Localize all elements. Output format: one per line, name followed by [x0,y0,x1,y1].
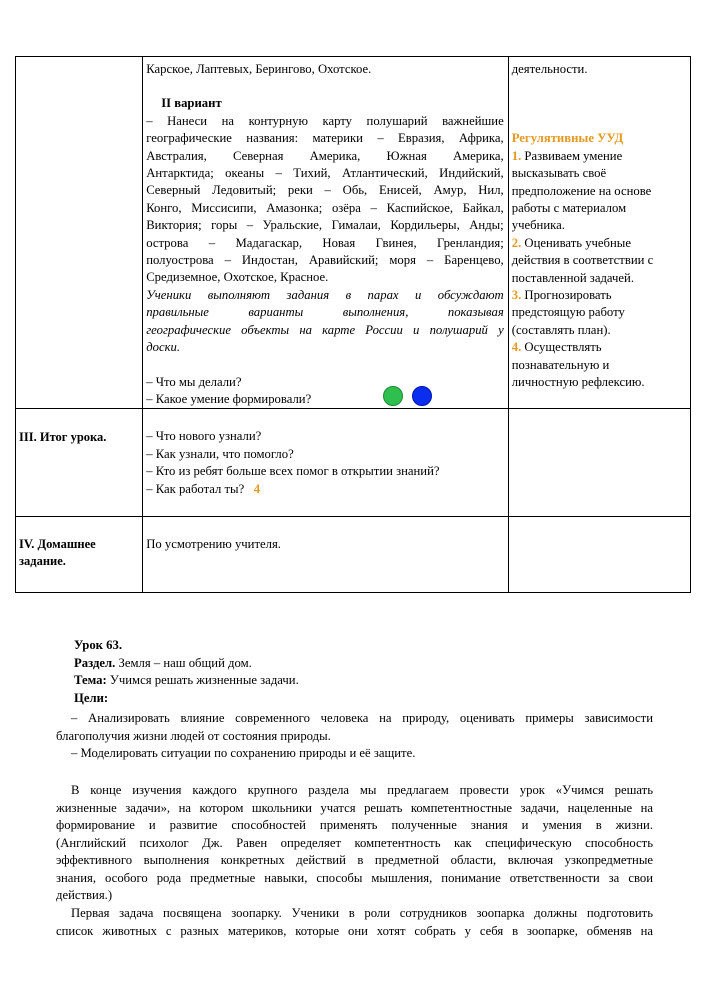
paragraph-line: формирование и развитие способностей применять полученные знания и умения в жизни. [56,818,653,832]
italic-line: доски. [146,340,181,355]
lesson-plan-table [15,56,691,593]
uud-item: 2. Оценивать учебные [511,235,631,250]
uud-line: учебника. [511,218,565,233]
homework-text: По усмотрению учителя. [146,537,281,552]
paragraph-line: (Английский психолог Дж. Равен определяет компетентность как специфическую способность [56,835,653,850]
activity-cell [143,57,509,409]
goals-list [56,710,653,763]
table-row [16,57,691,409]
task-line: Средиземное, Охотское, Красное. [146,270,329,285]
uud-item: 1. Развиваем умение [511,148,623,163]
table-row [16,409,691,517]
paragraph-line: жизненные задачи», на котором школьники учатся решать компетентностные задачи, нацеленные на [56,800,653,815]
uud-cell [508,409,690,517]
lesson-header [74,637,671,707]
stage-cell [16,409,143,517]
question-line: – Как узнали, что помогло? [146,446,294,461]
question-line: – Что мы делали? [146,374,242,389]
task-line: – Нанеси на контурную карту полушарий важнейшие [146,113,504,128]
goals-label: Цели: [74,690,109,705]
task-line: полуострова – Индостан, Аравийский; моря – Баренцево, [146,253,504,268]
question-line: – Что нового узнали? [146,429,262,444]
uud-item: 4. Осуществлять [511,340,602,355]
italic-line: правильные варианты выполнения, показывая [146,305,504,320]
task-line: географические названия: материки – Евразия, Африка, [146,131,504,146]
uud-line: предположение на основе [511,183,652,198]
uud-line: работы с материалом [511,201,627,216]
paragraph-line: эффективного выполнения конкретных действий в предметной области, включая узкопредметные [56,853,653,867]
section-line: Раздел. Земля – наш общий дом. [74,655,252,670]
question-line: – Какое умение формировали? [146,391,312,406]
stage-cell [16,517,143,593]
italic-line: географические объекты на карте России и полушарий у [146,322,504,337]
uud-cell [508,57,690,409]
activity-cell [143,517,509,593]
green-dot-marker [383,386,403,406]
task-line: Антарктида; океаны – Тихий, Атлантический, Индийский, [146,166,504,181]
paragraph-line: знания, особого рода предметные навыки, способы мышления, понимание ответственности за свои [56,870,653,885]
uud-line: действия в соответствии с [511,253,654,268]
goal-line: благополучия жизни людей от состояния природы. [56,728,331,743]
goal-line: – Моделировать ситуации по сохранению природы и её защите. [71,746,416,760]
task-line: Конго, Миссисипи, Амазонка; озёра – Каспийское, Байкал, [146,200,504,215]
task-line: острова – Мадагаскар, Новая Гвинея, Гренландия; [146,235,504,250]
uud-line: высказывать своё [511,166,607,181]
table-row [16,517,691,593]
italic-line: Ученики выполняют задания в парах и обсуждают [146,287,504,302]
variant-title: II вариант [161,96,222,111]
paragraph-line: В конце изучения каждого крупного раздела мы предлагаем провести урок «Учимся решать [71,783,653,797]
uud-line: предстоящую работу [511,305,625,320]
lesson-title: Урок 63. [74,638,123,652]
paragraph-line: список животных с разных материков, которые они хотят собрать у себя в зоопарке, обменяв на [56,923,653,938]
blue-dot-marker [412,386,432,406]
top-text: деятельности. [511,62,588,76]
task-line: Северный Ледовитый; реки – Обь, Енисей, Амур, Нил, [146,183,504,198]
stage-label: III. Итог урока. [19,430,107,445]
uud-title: Регулятивные УУД [511,131,624,146]
paragraph [56,905,653,940]
paragraph [56,782,653,905]
paragraph-line: действия.) [56,888,113,902]
task-line: Виктория; горы – Уральские, Гималаи, Кордильеры, Анды; [146,218,504,233]
seas-line: Карское, Лаптевых, Берингово, Охотское. [146,62,372,76]
stage-cell [16,57,143,409]
goal-line: – Анализировать влияние современного человека на природу, оценивать примеры зависимости [71,711,653,725]
question-line: – Как работал ты? 4 [146,481,261,496]
stage-label: задание. [19,554,66,569]
uud-line: личностную рефлексию. [511,375,645,390]
uud-line: поставленной задачей. [511,270,634,285]
number-badge: 4 [253,481,261,496]
paragraph-line: Первая задача посвящена зоопарку. Ученики в роли сотрудников зоопарка должны подготовить [71,906,653,920]
task-line: Австралия, Северная Америка, Южная Америка, [146,148,504,163]
topic-line: Тема: Учимся решать жизненные задачи. [74,673,299,687]
uud-item: 3. Прогнозировать [511,288,612,303]
stage-label: IV. Домашнее [19,537,96,552]
uud-line: (составлять план). [511,322,611,337]
question-line: – Кто из ребят больше всех помог в открытии знаний? [146,464,440,479]
activity-cell [143,409,509,517]
uud-cell [508,517,690,593]
uud-line: познавательную и [511,357,610,372]
